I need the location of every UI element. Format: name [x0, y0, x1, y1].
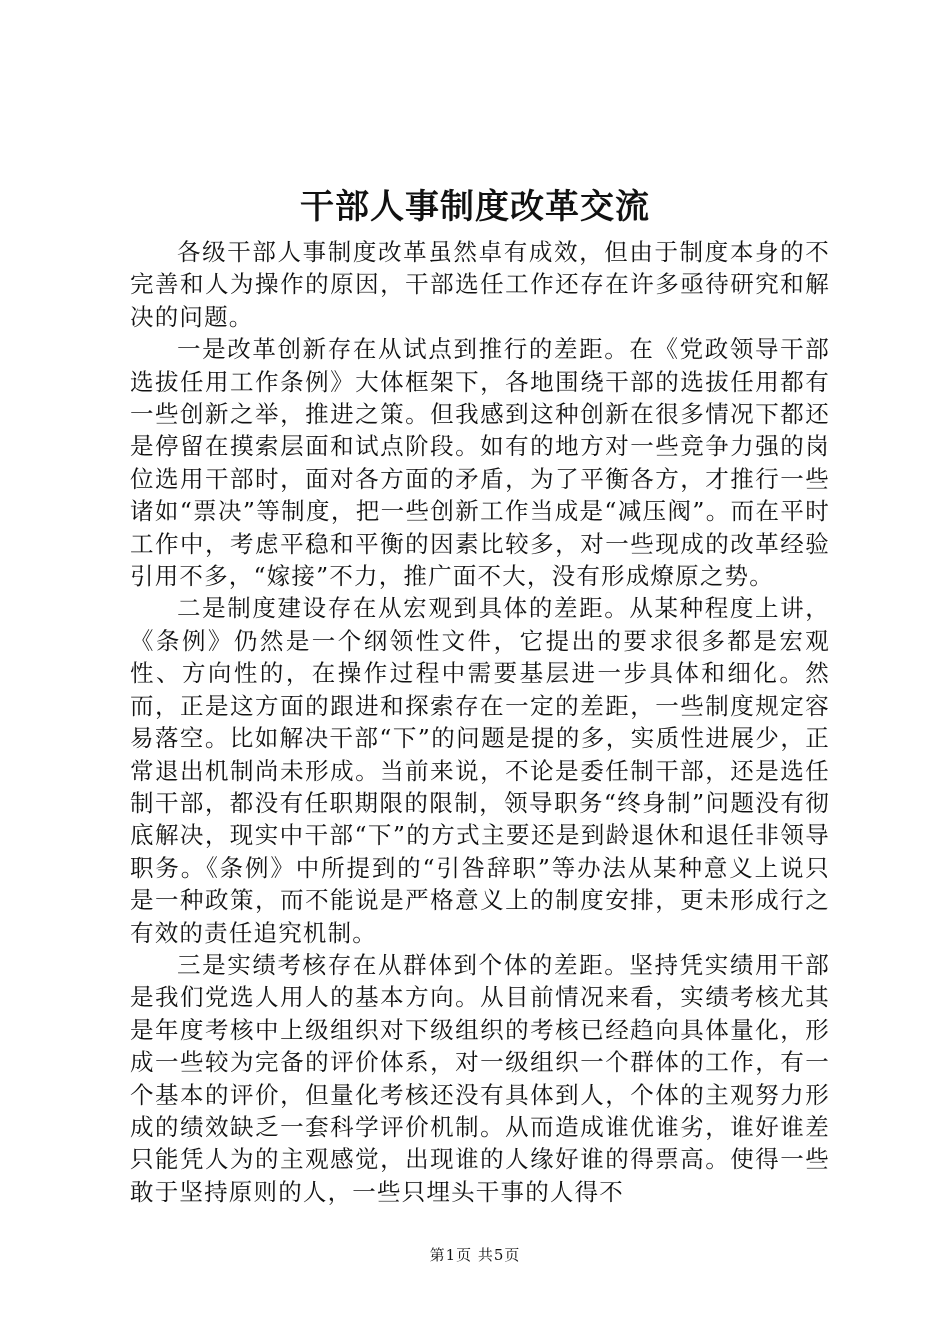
paragraph-point-one: 一是改革创新存在从试点到推行的差距。在《党政领导干部选拔任用工作条例》大体框架下，各地围绕干部的选拔任用都有一些创新之举，推进之策。但我感到这种创新在很多情况下都还是停留在摸索层面和试点阶段。如有的地方对一些竞争力强的岗位选用干部时，面对各方面的矛盾，为了平衡各方，才推行一些诸如“票决”等制度，把一些创新工作当成是“减压阀”。而在平时工作中，考虑平稳和平衡的因素比较多，对一些现成的改革经验引用不多，“嫁接”不力，推广面不大，没有形成燎原之势。 — [130, 335, 830, 591]
paragraph-point-three: 三是实绩考核存在从群体到个体的差距。坚持凭实绩用干部是我们党选人用人的基本方向。从目前情况来看，实绩考核尤其是年度考核中上级组织对下级组织的考核已经趋向具体量化，形成一些较为完备的评价体系，对一级组织一个群体的工作，有一个基本的评价，但量化考核还没有具体到人，个体的主观努力形成的绩效缺乏一套科学评价机制。从而造成谁优谁劣，谁好谁差只能凭人为的主观感觉，出现谁的人缘好谁的得票高。使得一些敢于坚持原则的人，一些只埋头干事的人得不 — [130, 950, 830, 1206]
paragraph-point-two: 二是制度建设存在从宏观到具体的差距。从某种程度上讲，《条例》仍然是一个纲领性文件，它提出的要求很多都是宏观性、方向性的，在操作过程中需要基层进一步具体和细化。然而，正是这方面的跟进和探索存在一定的差距，一些制度规定容易落空。比如解决干部“下”的问题是提的多，实质性进展少，正常退出机制尚未形成。当前来说，不论是委任制干部，还是选任制干部，都没有任职期限的限制，领导职务“终身制”问题没有彻底解决，现实中干部“下”的方式主要还是到龄退休和退任非领导职务。《条例》中所提到的“引咎辞职”等办法从某种意义上说只是一种政策，而不能说是严格意义上的制度安排，更未形成行之有效的责任追究机制。 — [130, 594, 830, 947]
document-body — [130, 236, 830, 1208]
page-number-footer: 第1页 共5页 — [429, 1246, 521, 1264]
document-title: 干部人事制度改革交流 — [300, 187, 650, 227]
paragraph-intro: 各级干部人事制度改革虽然卓有成效，但由于制度本身的不完善和人为操作的原因，干部选任工作还存在许多亟待研究和解决的问题。 — [130, 238, 830, 331]
